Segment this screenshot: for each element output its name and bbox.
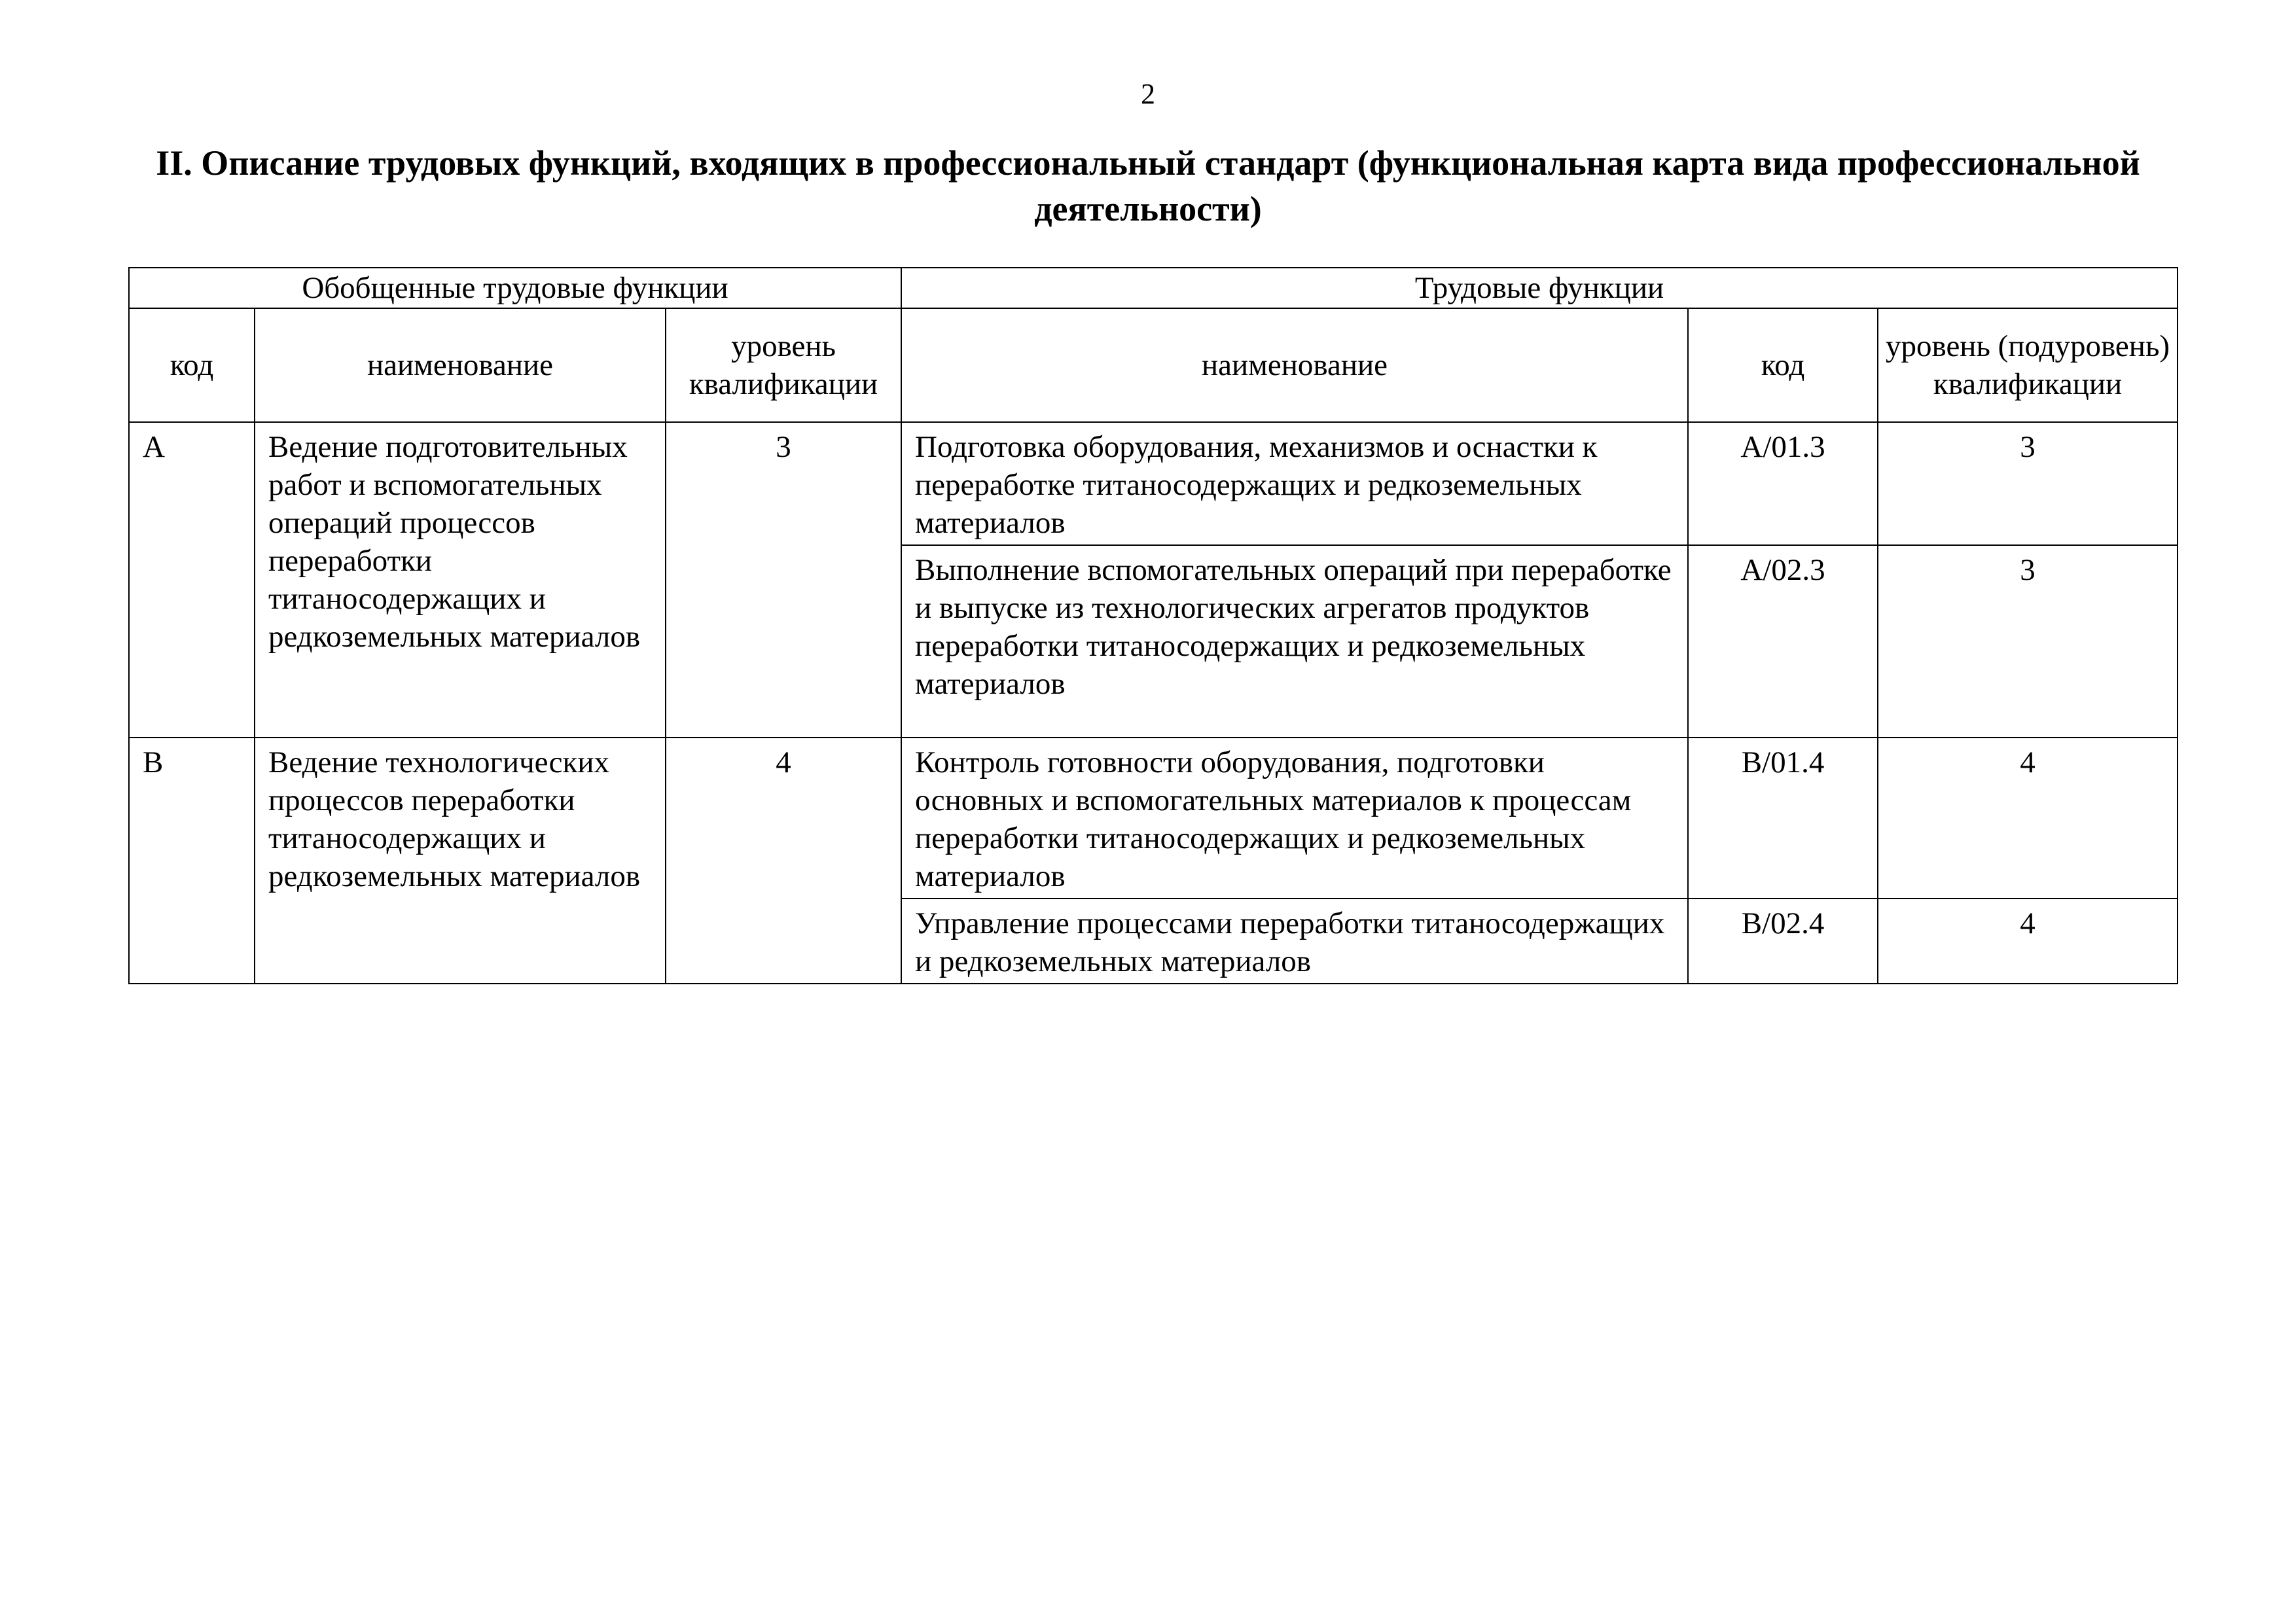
functional-map-table bbox=[128, 267, 2178, 984]
func-level-cell: 3 bbox=[1878, 545, 2178, 738]
table-row bbox=[129, 422, 2178, 545]
column-header-row bbox=[129, 308, 2178, 422]
page-number: 2 bbox=[1141, 78, 1155, 110]
func-code-header: код bbox=[1688, 308, 1878, 422]
gen-code-cell: A bbox=[129, 422, 255, 738]
func-level-cell: 4 bbox=[1878, 738, 2178, 899]
func-level-cell: 4 bbox=[1878, 899, 2178, 984]
group-header-row bbox=[129, 268, 2178, 308]
func-level-cell: 3 bbox=[1878, 422, 2178, 545]
gen-level-header: уровень квалификации bbox=[666, 308, 901, 422]
func-name-cell: Контроль готовности оборудования, подготовки основных и вспомогательных материалов к процессам переработки титаносодержащих и редкоземельных материалов bbox=[901, 738, 1688, 899]
gen-name-cell: Ведение технологических процессов переработки титаносодержащих и редкоземельных материалов bbox=[255, 738, 666, 984]
func-code-cell: A/01.3 bbox=[1688, 422, 1878, 545]
gen-name-header: наименование bbox=[255, 308, 666, 422]
func-name-cell: Подготовка оборудования, механизмов и оснастки к переработке титаносодержащих и редкоземельных материалов bbox=[901, 422, 1688, 545]
func-code-cell: B/01.4 bbox=[1688, 738, 1878, 899]
func-code-cell: B/02.4 bbox=[1688, 899, 1878, 984]
func-name-header: наименование bbox=[901, 308, 1688, 422]
func-name-cell: Выполнение вспомогательных операций при переработке и выпуске из технологических агрегатов продуктов переработки титаносодержащих и редкоземельных материалов bbox=[901, 545, 1688, 738]
func-code-cell: A/02.3 bbox=[1688, 545, 1878, 738]
gen-level-cell: 4 bbox=[666, 738, 901, 984]
func-name-cell: Управление процессами переработки титаносодержащих и редкоземельных материалов bbox=[901, 899, 1688, 984]
gen-code-header: код bbox=[129, 308, 255, 422]
labor-functions-header: Трудовые функции bbox=[901, 268, 2178, 308]
section-title: II. Описание трудовых функций, входящих в профессиональный стандарт (функциональная карта вида профессиональной деятельности) bbox=[156, 143, 2140, 228]
table-row bbox=[129, 738, 2178, 899]
gen-level-cell: 3 bbox=[666, 422, 901, 738]
func-level-header: уровень (подуровень) квалификации bbox=[1878, 308, 2178, 422]
gen-name-cell: Ведение подготовительных работ и вспомогательных операций процессов переработки титаносодержащих и редкоземельных материалов bbox=[255, 422, 666, 738]
gen-code-cell: B bbox=[129, 738, 255, 984]
generalized-functions-header: Обобщенные трудовые функции bbox=[129, 268, 901, 308]
